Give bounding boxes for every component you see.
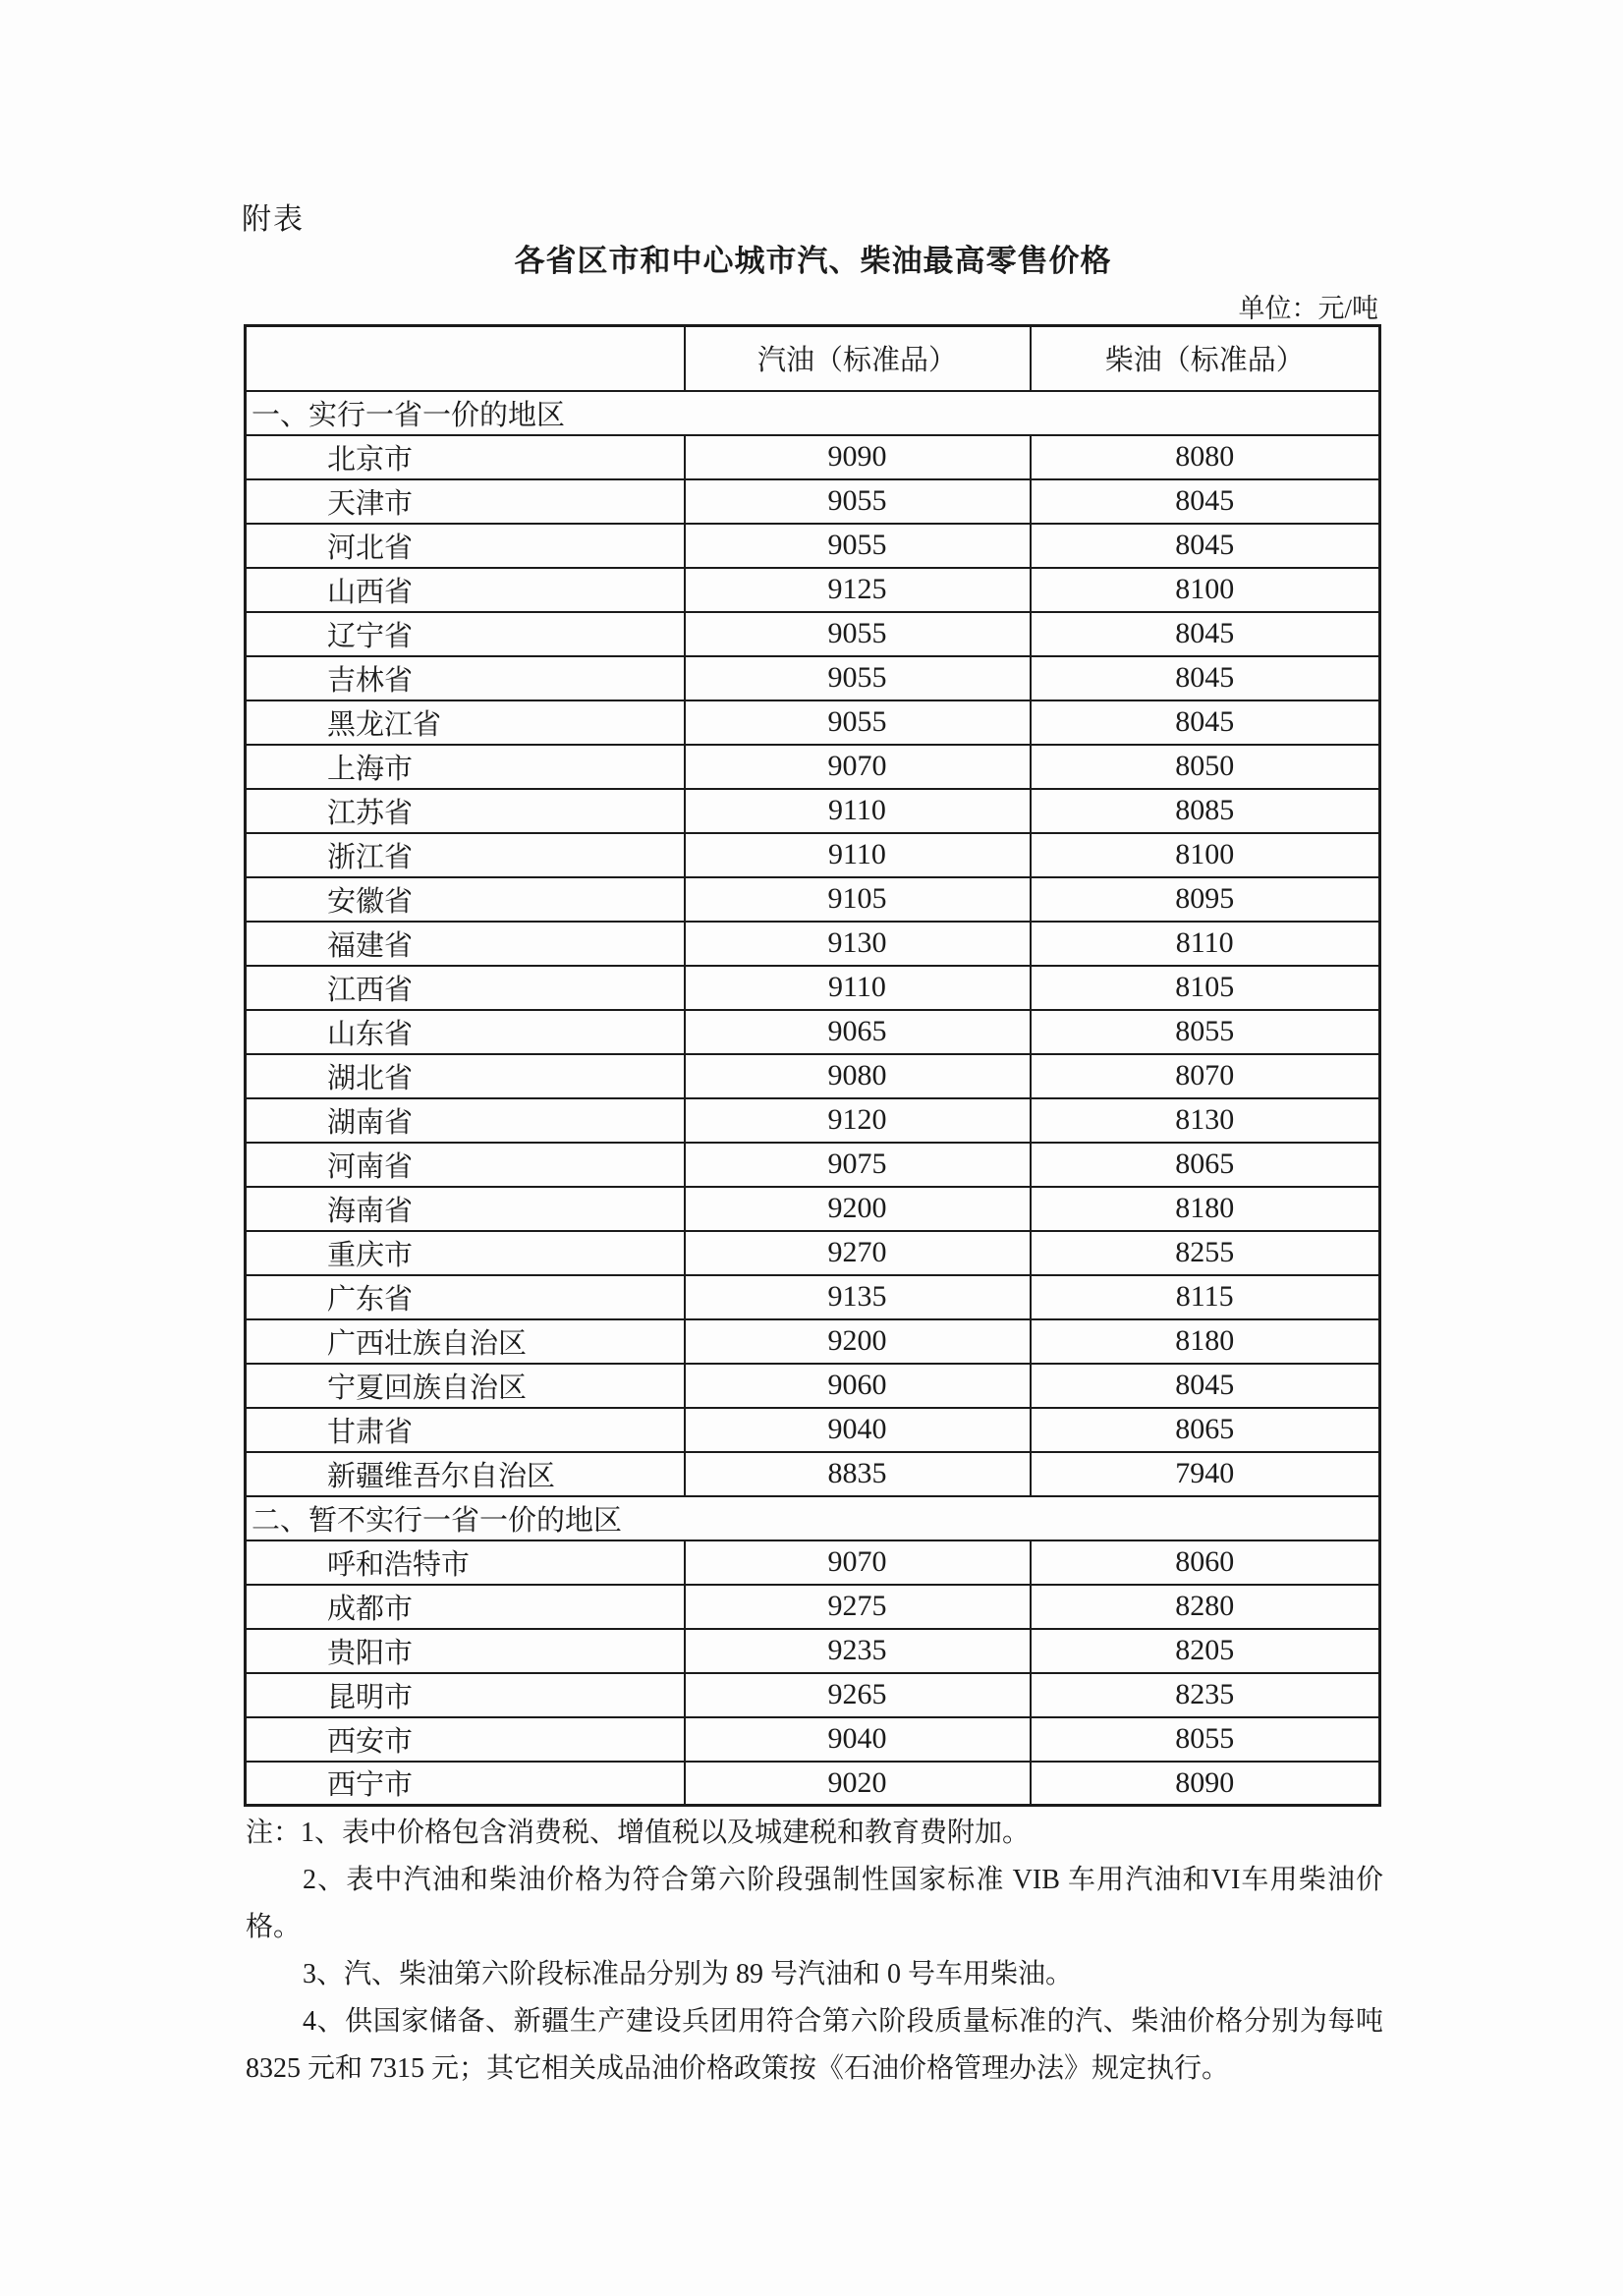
gasoline-price-cell: 9060 <box>685 1364 1031 1408</box>
gasoline-price-cell: 9275 <box>685 1585 1031 1629</box>
gasoline-price-cell: 9200 <box>685 1319 1031 1364</box>
gasoline-price-cell: 9055 <box>685 479 1031 524</box>
region-cell: 山西省 <box>246 568 685 612</box>
table-row <box>246 479 1380 524</box>
section-heading-row <box>246 391 1380 435</box>
table-row <box>246 877 1380 922</box>
note-item: 注：1、表中价格包含消费税、增值税以及城建税和教育费附加。 <box>246 1818 1031 1848</box>
unit-label: 单位：元/吨 <box>1238 294 1378 323</box>
column-header-diesel: 柴油（标准品） <box>1031 326 1380 391</box>
region-cell: 天津市 <box>246 479 685 524</box>
region-cell: 河北省 <box>246 524 685 568</box>
section-heading: 一、实行一省一价的地区 <box>246 391 1380 435</box>
gasoline-price-cell: 9200 <box>685 1187 1031 1231</box>
gasoline-price-cell: 9040 <box>685 1408 1031 1452</box>
diesel-price-cell: 8045 <box>1031 612 1380 656</box>
region-cell: 黑龙江省 <box>246 700 685 745</box>
table-row <box>246 1275 1380 1319</box>
diesel-price-cell: 8095 <box>1031 877 1380 922</box>
table-row <box>246 1673 1380 1717</box>
gasoline-price-cell: 9070 <box>685 1540 1031 1585</box>
region-cell: 北京市 <box>246 435 685 479</box>
gasoline-price-cell: 9065 <box>685 1010 1031 1054</box>
region-cell: 江西省 <box>246 966 685 1010</box>
diesel-price-cell: 8090 <box>1031 1762 1380 1806</box>
region-cell: 新疆维吾尔自治区 <box>246 1452 685 1496</box>
region-cell: 西安市 <box>246 1717 685 1762</box>
diesel-price-cell: 8180 <box>1031 1319 1380 1364</box>
gasoline-price-cell: 9270 <box>685 1231 1031 1275</box>
section-heading: 二、暂不实行一省一价的地区 <box>246 1496 1380 1540</box>
diesel-price-cell: 8085 <box>1031 789 1380 833</box>
region-cell: 成都市 <box>246 1585 685 1629</box>
diesel-price-cell: 8280 <box>1031 1585 1380 1629</box>
gasoline-price-cell: 9135 <box>685 1275 1031 1319</box>
gasoline-price-cell: 9125 <box>685 568 1031 612</box>
table-row <box>246 966 1380 1010</box>
diesel-price-cell: 7940 <box>1031 1452 1380 1496</box>
region-cell: 吉林省 <box>246 656 685 700</box>
region-cell: 宁夏回族自治区 <box>246 1364 685 1408</box>
region-cell: 安徽省 <box>246 877 685 922</box>
diesel-price-cell: 8080 <box>1031 435 1380 479</box>
note-item: 4、供国家储备、新疆生产建设兵团用符合第六阶段质量标准的汽、柴油价格分别为每吨 8325 元和 7315 元；其它相关成品油价格政策按《石油价格管理办法》规定执行。 <box>246 2006 1383 2084</box>
table-row <box>246 1187 1380 1231</box>
diesel-price-cell: 8110 <box>1031 922 1380 966</box>
region-cell: 湖南省 <box>246 1098 685 1143</box>
diesel-price-cell: 8045 <box>1031 656 1380 700</box>
gasoline-price-cell: 9040 <box>685 1717 1031 1762</box>
region-cell: 海南省 <box>246 1187 685 1231</box>
note-item: 3、汽、柴油第六阶段标准品分别为 89 号汽油和 0 号车用柴油。 <box>303 1959 1074 1989</box>
table-row <box>246 1364 1380 1408</box>
table-row <box>246 1585 1380 1629</box>
table-row <box>246 1762 1380 1806</box>
diesel-price-cell: 8115 <box>1031 1275 1380 1319</box>
region-cell: 昆明市 <box>246 1673 685 1717</box>
region-cell: 甘肃省 <box>246 1408 685 1452</box>
diesel-price-cell: 8045 <box>1031 700 1380 745</box>
region-cell: 呼和浩特市 <box>246 1540 685 1585</box>
table-row <box>246 1054 1380 1098</box>
table-row <box>246 833 1380 877</box>
table-row <box>246 745 1380 789</box>
table-row <box>246 1231 1380 1275</box>
diesel-price-cell: 8055 <box>1031 1717 1380 1762</box>
gasoline-price-cell: 9105 <box>685 877 1031 922</box>
diesel-price-cell: 8050 <box>1031 745 1380 789</box>
region-cell: 福建省 <box>246 922 685 966</box>
gasoline-price-cell: 9055 <box>685 612 1031 656</box>
region-cell: 湖北省 <box>246 1054 685 1098</box>
gasoline-price-cell: 9020 <box>685 1762 1031 1806</box>
gasoline-price-cell: 9055 <box>685 524 1031 568</box>
diesel-price-cell: 8045 <box>1031 524 1380 568</box>
region-cell: 贵阳市 <box>246 1629 685 1673</box>
diesel-price-cell: 8055 <box>1031 1010 1380 1054</box>
table-row <box>246 524 1380 568</box>
table-row <box>246 1629 1380 1673</box>
table-row <box>246 1540 1380 1585</box>
region-cell: 辽宁省 <box>246 612 685 656</box>
region-cell: 山东省 <box>246 1010 685 1054</box>
diesel-price-cell: 8060 <box>1031 1540 1380 1585</box>
gasoline-price-cell: 9110 <box>685 789 1031 833</box>
note-item: 2、表中汽油和柴油价格为符合第六阶段强制性国家标准 VIB 车用汽油和VI车用柴油价格。 <box>246 1865 1383 1942</box>
gasoline-price-cell: 9090 <box>685 435 1031 479</box>
diesel-price-cell: 8070 <box>1031 1054 1380 1098</box>
gasoline-price-cell: 9265 <box>685 1673 1031 1717</box>
page-title: 各省区市和中心城市汽、柴油最高零售价格 <box>514 244 1112 278</box>
diesel-price-cell: 8065 <box>1031 1408 1380 1452</box>
gasoline-price-cell: 9055 <box>685 700 1031 745</box>
price-table <box>244 324 1381 1807</box>
section-heading-row <box>246 1496 1380 1540</box>
notes-section <box>246 1810 1383 2093</box>
gasoline-price-cell: 9110 <box>685 833 1031 877</box>
table-row <box>246 1010 1380 1054</box>
column-header-gasoline: 汽油（标准品） <box>685 326 1031 391</box>
gasoline-price-cell: 9080 <box>685 1054 1031 1098</box>
region-cell: 上海市 <box>246 745 685 789</box>
diesel-price-cell: 8100 <box>1031 833 1380 877</box>
gasoline-price-cell: 9110 <box>685 966 1031 1010</box>
gasoline-price-cell: 8835 <box>685 1452 1031 1496</box>
region-cell: 河南省 <box>246 1143 685 1187</box>
table-row <box>246 1717 1380 1762</box>
gasoline-price-cell: 9055 <box>685 656 1031 700</box>
appendix-label: 附表 <box>242 203 305 236</box>
table-row <box>246 922 1380 966</box>
diesel-price-cell: 8105 <box>1031 966 1380 1010</box>
diesel-price-cell: 8045 <box>1031 1364 1380 1408</box>
gasoline-price-cell: 9075 <box>685 1143 1031 1187</box>
table-row <box>246 1408 1380 1452</box>
table-row <box>246 435 1380 479</box>
region-cell: 重庆市 <box>246 1231 685 1275</box>
diesel-price-cell: 8065 <box>1031 1143 1380 1187</box>
gasoline-price-cell: 9235 <box>685 1629 1031 1673</box>
diesel-price-cell: 8045 <box>1031 479 1380 524</box>
table-row <box>246 656 1380 700</box>
column-header-region <box>246 326 685 391</box>
diesel-price-cell: 8235 <box>1031 1673 1380 1717</box>
region-cell: 广东省 <box>246 1275 685 1319</box>
table-row <box>246 612 1380 656</box>
table-row <box>246 1452 1380 1496</box>
diesel-price-cell: 8180 <box>1031 1187 1380 1231</box>
diesel-price-cell: 8100 <box>1031 568 1380 612</box>
table-header-row <box>246 326 1380 391</box>
diesel-price-cell: 8205 <box>1031 1629 1380 1673</box>
region-cell: 江苏省 <box>246 789 685 833</box>
diesel-price-cell: 8255 <box>1031 1231 1380 1275</box>
table-row <box>246 1319 1380 1364</box>
gasoline-price-cell: 9070 <box>685 745 1031 789</box>
price-table-body <box>246 391 1380 1806</box>
diesel-price-cell: 8130 <box>1031 1098 1380 1143</box>
table-row <box>246 568 1380 612</box>
table-row <box>246 1098 1380 1143</box>
region-cell: 浙江省 <box>246 833 685 877</box>
region-cell: 广西壮族自治区 <box>246 1319 685 1364</box>
gasoline-price-cell: 9130 <box>685 922 1031 966</box>
region-cell: 西宁市 <box>246 1762 685 1806</box>
table-row <box>246 789 1380 833</box>
table-row <box>246 700 1380 745</box>
gasoline-price-cell: 9120 <box>685 1098 1031 1143</box>
table-row <box>246 1143 1380 1187</box>
